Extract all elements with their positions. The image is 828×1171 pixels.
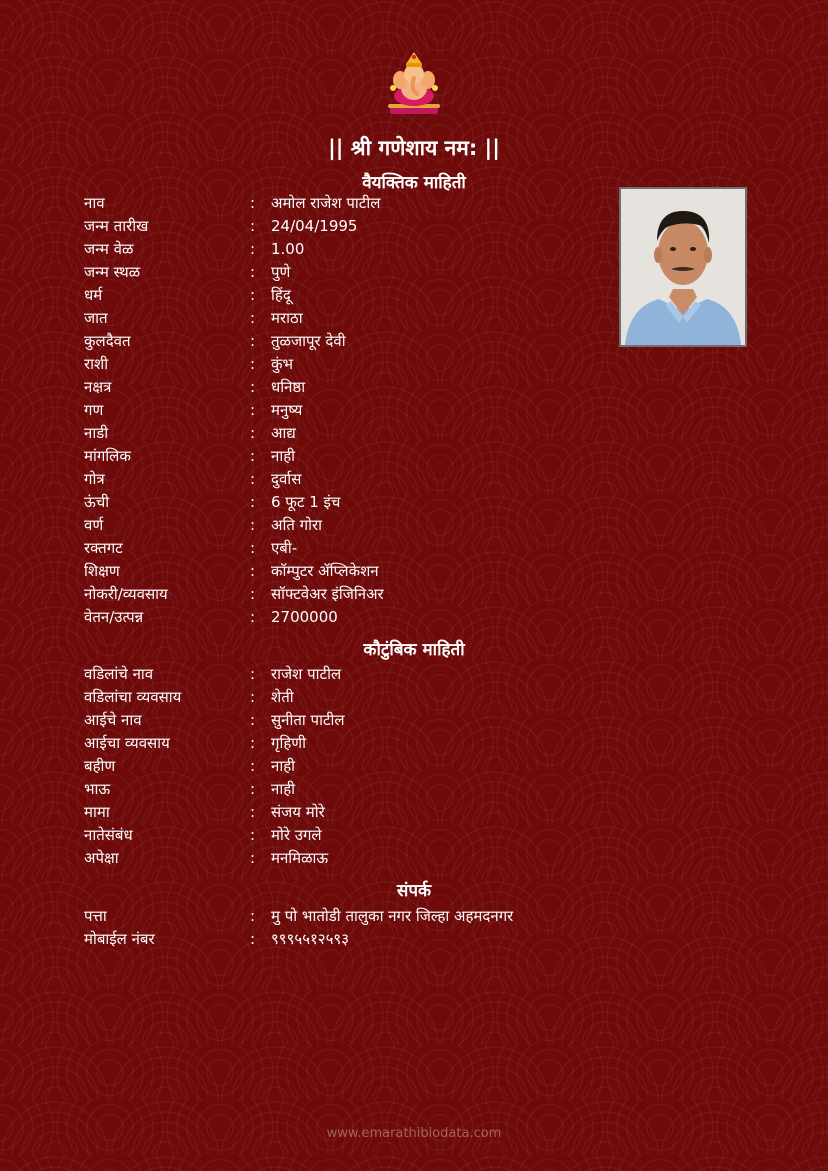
- field-separator: :: [250, 240, 256, 258]
- field-value: सॉफ्टवेअर इंजिनिअर: [271, 585, 384, 603]
- field-separator: :: [250, 849, 256, 867]
- field-separator: :: [250, 907, 256, 925]
- field-separator: :: [250, 217, 256, 235]
- field-separator: :: [250, 539, 256, 557]
- field-label: जात: [84, 309, 108, 327]
- field-value: दुर्वास: [271, 470, 302, 488]
- field-label: गोत्र: [84, 470, 105, 488]
- field-value: मराठा: [271, 309, 303, 327]
- field-separator: :: [250, 780, 256, 798]
- field-separator: :: [250, 355, 256, 373]
- field-label: अपेक्षा: [84, 849, 119, 867]
- field-label: जन्म तारीख: [84, 217, 149, 235]
- field-separator: :: [250, 493, 256, 511]
- field-value: धनिष्ठा: [271, 378, 306, 396]
- field-separator: :: [250, 263, 256, 281]
- field-value: संजय मोरे: [271, 803, 325, 821]
- field-separator: :: [250, 470, 256, 488]
- field-label: बहीण: [84, 757, 116, 775]
- field-separator: :: [250, 803, 256, 821]
- field-value: नाही: [271, 780, 296, 798]
- field-separator: :: [250, 401, 256, 419]
- field-separator: :: [250, 447, 256, 465]
- field-label: नक्षत्र: [84, 378, 112, 396]
- field-label: मोबाईल नंबर: [84, 930, 155, 948]
- field-separator: :: [250, 424, 256, 442]
- field-label: वेतन/उत्पन्न: [84, 608, 144, 626]
- field-value: तुळजापूर देवी: [271, 332, 346, 350]
- field-value: राजेश पाटील: [271, 665, 342, 683]
- field-separator: :: [250, 286, 256, 304]
- field-separator: :: [250, 562, 256, 580]
- field-label: नाव: [84, 194, 105, 212]
- field-label: नातेसंबंध: [84, 826, 133, 844]
- field-label: रक्तगट: [84, 539, 123, 557]
- field-separator: :: [250, 194, 256, 212]
- field-value: अमोल राजेश पाटील: [271, 194, 381, 212]
- family-info-heading: कौटुंबिक माहिती: [363, 640, 465, 660]
- field-label: भाऊ: [84, 780, 111, 798]
- field-value: मोरे उगले: [271, 826, 322, 844]
- field-separator: :: [250, 585, 256, 603]
- field-value: 24/04/1995: [271, 217, 358, 235]
- field-value: 1.00: [271, 240, 305, 258]
- field-separator: :: [250, 688, 256, 706]
- contact-heading: संपर्क: [396, 881, 432, 901]
- field-label: धर्म: [84, 286, 103, 304]
- field-value: एबी-: [271, 539, 298, 557]
- field-label: नाडी: [84, 424, 109, 442]
- field-value: मु पो भातोडी तालुका नगर जिल्हा अहमदनगर: [271, 907, 514, 925]
- field-value: सुनीता पाटील: [271, 711, 345, 729]
- field-separator: :: [250, 826, 256, 844]
- field-value: मनमिळाऊ: [271, 849, 329, 867]
- field-separator: :: [250, 378, 256, 396]
- field-value: कॉम्पुटर ॲप्लिकेशन: [271, 562, 379, 580]
- shloka-heading: || श्री गणेशाय नम: ||: [328, 136, 500, 160]
- field-label: कुलदैवत: [84, 332, 131, 350]
- field-value: 2700000: [271, 608, 338, 626]
- field-value: शेती: [271, 688, 294, 706]
- field-label: जन्म वेळ: [84, 240, 134, 258]
- field-label: नोकरी/व्यवसाय: [84, 585, 168, 603]
- field-label: आईचा व्यवसाय: [84, 734, 170, 752]
- field-label: आईचे नाव: [84, 711, 142, 729]
- field-label: वडिलांचे नाव: [84, 665, 154, 683]
- field-separator: :: [250, 309, 256, 327]
- field-label: वर्ण: [84, 516, 104, 534]
- field-label: राशी: [84, 355, 109, 373]
- field-value: पुणे: [271, 263, 291, 281]
- field-value: अति गोरा: [271, 516, 323, 534]
- field-label: गण: [84, 401, 104, 419]
- field-value: गृहिणी: [271, 734, 307, 752]
- field-label: वडिलांचा व्यवसाय: [84, 688, 182, 706]
- field-label: मामा: [84, 803, 110, 821]
- field-value: नाही: [271, 757, 296, 775]
- field-value: नाही: [271, 447, 296, 465]
- field-value: मनुष्य: [271, 401, 303, 419]
- field-separator: :: [250, 665, 256, 683]
- field-value: हिंदू: [271, 286, 291, 304]
- field-label: जन्म स्थळ: [84, 263, 141, 281]
- field-value: ९९९५५१२५९३: [271, 930, 350, 948]
- profile-photo: [619, 187, 747, 347]
- field-separator: :: [250, 930, 256, 948]
- field-separator: :: [250, 608, 256, 626]
- field-label: मांगलिक: [84, 447, 131, 465]
- field-label: पत्ता: [84, 907, 107, 925]
- field-separator: :: [250, 757, 256, 775]
- field-separator: :: [250, 734, 256, 752]
- field-value: आद्य: [271, 424, 296, 442]
- field-label: शिक्षण: [84, 562, 120, 580]
- website-footer[interactable]: www.emarathibiodata.com: [326, 1126, 502, 1141]
- personal-info-heading: वैयक्तिक माहिती: [362, 173, 466, 193]
- field-value: 6 फूट 1 इंच: [271, 493, 341, 511]
- ganesha-icon: [384, 50, 444, 116]
- field-value: कुंभ: [271, 355, 294, 373]
- field-label: ऊंची: [84, 493, 110, 511]
- field-separator: :: [250, 711, 256, 729]
- field-separator: :: [250, 332, 256, 350]
- field-separator: :: [250, 516, 256, 534]
